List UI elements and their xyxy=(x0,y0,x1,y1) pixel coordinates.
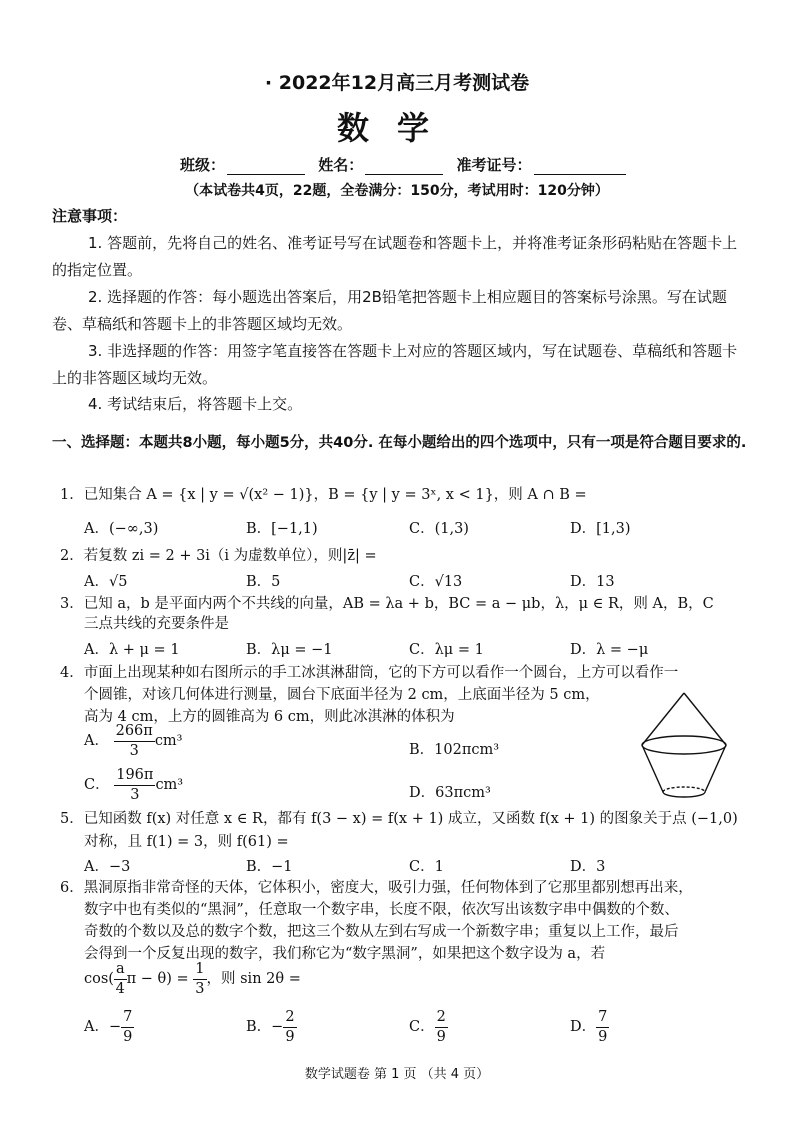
question-3-line: 三点共线的充要条件是 xyxy=(84,616,229,632)
id-label: 准考证号： xyxy=(456,156,532,174)
question-6-line: 会得到一个反复出现的数字，我们称它为“数字黑洞”，如果把这个数字设为 a，若 xyxy=(84,946,606,962)
q4-option-d[interactable]: D．63πcm³ xyxy=(409,785,491,801)
q4-option-c[interactable] xyxy=(84,768,183,802)
class-label: 班级： xyxy=(180,156,226,174)
question-3-line: 3．已知 a，b 是平面内两个不共线的向量，AB = λa + b，BC = a − μb，λ，μ ∈ R，则 A，B，C xyxy=(60,596,714,612)
q6-condition: cos( $\frac{a}{4}$ π − θ) = $\frac{1}{3}$ ，则 sin 2θ = xyxy=(84,961,301,997)
name-blank[interactable] xyxy=(365,160,443,175)
fraction: $\frac{a}{4}$ xyxy=(115,961,125,997)
option-label: A． xyxy=(84,733,109,749)
fraction: $\frac{2}{9}$ xyxy=(285,1009,295,1045)
q2-option-c[interactable]: C．√13 xyxy=(409,574,463,590)
page-footer: 数学试题卷 第 1 页 （共 4 页） xyxy=(304,1067,490,1082)
note-item: 3. 非选择题的作答：用签字笔直接答在答题卡上对应的答题区域内，写在试题卷、草稿纸和答题卡上的非答题区域均无效。 xyxy=(52,342,738,387)
question-6-line: 6．黑洞原指非常奇怪的天体，它体积小，密度大，吸引力强，任何物体到了它那里都别想再出来， xyxy=(60,880,693,896)
q1-option-b[interactable]: B．[−1,1) xyxy=(246,521,318,537)
q6-option-b[interactable]: B．− $\frac{2}{9}$ xyxy=(246,1009,295,1045)
q5-option-d[interactable]: D．3 xyxy=(570,859,606,875)
note-item: 4. 考试结束后，将答题卡上交。 xyxy=(88,395,303,413)
q4-option-b[interactable]: B．102πcm³ xyxy=(409,742,500,758)
fraction: $\frac{7}{9}$ xyxy=(598,1009,608,1045)
q4-option-a[interactable] xyxy=(84,724,183,758)
student-info-row xyxy=(180,154,634,175)
q2-option-b[interactable]: B．5 xyxy=(246,574,281,590)
question-1-stem: 1．已知集合 A = {x | y = √(x² − 1)}，B = {y | y = 3ˣ, x < 1}，则 A ∩ B = xyxy=(60,487,587,503)
question-5-line: 5．已知函数 f(x) 对任意 x ∈ R，都有 f(3 − x) = f(x + 1) 成立，又函数 f(x + 1) 的图象关于点 (−1,0) xyxy=(60,811,738,827)
q1-option-a[interactable]: A．(−∞,3) xyxy=(84,521,159,537)
q5-option-b[interactable]: B．−1 xyxy=(246,859,293,875)
q2-option-a[interactable]: A．√5 xyxy=(84,574,128,590)
note-item: 2. 选择题的作答：每小题选出答案后，用2B铅笔把答题卡上相应题目的答案标号涂黑。写在试题卷、草稿纸和答题卡上的非答题区域均无效。 xyxy=(52,288,727,333)
q1-option-c[interactable]: C．(1,3) xyxy=(409,521,469,537)
question-2-stem: 2．若复数 zi = 2 + 3i（i 为虚数单位），则|z̄| = xyxy=(60,548,377,564)
ice-cream-figure xyxy=(630,690,740,805)
fraction: $\frac{2}{9}$ xyxy=(436,1009,446,1045)
note-item: 1. 答题前，先将自己的姓名、准考证号写在试题卷和答题卡上，并将准考证条形码粘贴在答题卡上的指定位置。 xyxy=(52,234,738,279)
fraction: $\frac{196\pi}{3}$ xyxy=(116,767,154,803)
class-blank[interactable] xyxy=(227,160,305,175)
option-label: C． xyxy=(84,777,110,793)
exam-info: （本试卷共4页，22题，全卷满分：150分，考试用时：120分钟） xyxy=(185,183,609,199)
question-4-line: 4．市面上出现某种如右图所示的手工冰淇淋甜筒，它的下方可以看作一个圆台，上方可以看作一 xyxy=(60,665,679,681)
q5-option-a[interactable]: A．−3 xyxy=(84,859,131,875)
q5-option-c[interactable]: C．1 xyxy=(409,859,444,875)
question-5-line: 对称，且 f(1) = 3，则 f(61) = xyxy=(84,834,289,850)
exam-title: · 2022年12月高三月考测试卷 xyxy=(264,72,530,94)
unit: cm³ xyxy=(154,733,183,749)
section-title: 一、选择题：本题共8小题，每小题5分，共40分. 在每小题给出的四个选项中，只有一项是符合题目要求的. xyxy=(52,435,747,451)
q3-option-a[interactable]: A．λ + μ = 1 xyxy=(84,642,180,658)
id-blank[interactable] xyxy=(534,160,626,175)
fraction: $\frac{1}{3}$ xyxy=(195,961,205,997)
q3-option-b[interactable]: B．λμ = −1 xyxy=(246,642,333,658)
q1-option-d[interactable]: D．[1,3) xyxy=(570,521,631,537)
notes-title: 注意事项： xyxy=(52,207,128,225)
fraction: $\frac{266\pi}{3}$ xyxy=(115,723,153,759)
q6-option-d[interactable]: D． $\frac{7}{9}$ xyxy=(570,1009,608,1045)
question-6-line: 奇数的个数以及总的数字个数，把这三个数从左到右写成一个新数字串；重复以上工作，最后 xyxy=(84,924,679,940)
q2-option-d[interactable]: D．13 xyxy=(570,574,615,590)
q3-option-d[interactable]: D．λ = −μ xyxy=(570,642,649,658)
q3-option-c[interactable]: C．λμ = 1 xyxy=(409,642,484,658)
question-6-line: 数字中也有类似的“黑洞”，任意取一个数字串，长度不限，依次写出该数字串中偶数的个数、 xyxy=(84,902,679,918)
q6-option-c[interactable]: C． $\frac{2}{9}$ xyxy=(409,1009,446,1045)
q6-option-a[interactable]: A．− $\frac{7}{9}$ xyxy=(84,1009,133,1045)
fraction: $\frac{7}{9}$ xyxy=(123,1009,133,1045)
name-label: 姓名： xyxy=(318,156,364,174)
question-4-line: 个圆锥，对该几何体进行测量，圆台下底面半径为 2 cm，上底面半径为 5 cm， xyxy=(84,687,600,703)
question-4-line: 高为 4 cm，上方的圆锥高为 6 cm，则此冰淇淋的体积为 xyxy=(84,709,455,725)
unit: cm³ xyxy=(155,777,184,793)
subject-title: 数学 xyxy=(336,109,457,147)
